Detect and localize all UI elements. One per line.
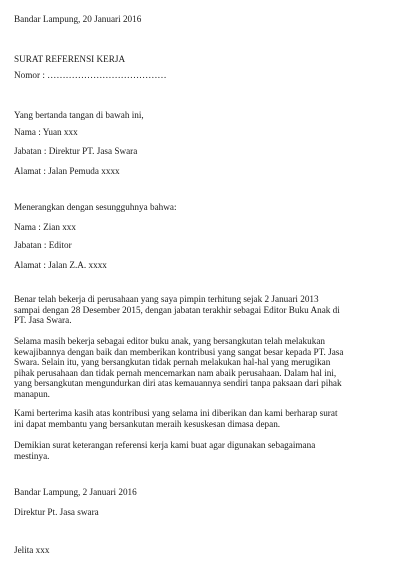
subject-intro: Menerangkan dengan sesungguhnya bahwa:: [14, 202, 177, 212]
body-line: ini dapat membantu yang bersankutan meraih kesuskesan dimasa depan.: [14, 418, 281, 429]
closing-place-date: Bandar Lampung, 2 Januari 2016: [14, 487, 137, 497]
subject-name: Nama : Zian xxx: [14, 222, 76, 232]
body-paragraph-4: [14, 440, 374, 461]
body-line: Selama masih bekerja sebagai editor buku anak, yang bersangkutan telah melakukan: [14, 336, 325, 346]
body-line: sampai dengan 28 Desember 2015, dengan jabatan terakhir sebagai Editor Buku Anak di: [14, 304, 340, 315]
subject-position: Jabatan : Editor: [14, 240, 72, 250]
body-line: PT. Jasa Swara.: [14, 315, 72, 325]
body-line: yang bersangkutan mengundurkan diri atas kemauannya sendiri tanpa paksaan dari pihak: [14, 378, 342, 388]
body-line: Benar telah bekerja di perusahaan yang saya pimpin terhitung sejak 2 Januari 2013: [14, 294, 319, 304]
body-line: kewajibannya dengan baik dan memberikan kontribusi yang sangat besar kepada PT. Jasa: [14, 346, 344, 357]
closing-position: Direktur Pt. Jasa swara: [14, 507, 99, 517]
signer-address: Alamat : Jalan Pemuda xxxx: [14, 166, 120, 176]
letter-place-date: Bandar Lampung, 20 Januari 2016: [14, 14, 142, 24]
body-line: manapun.: [14, 388, 50, 399]
signer-position: Jabatan : Direktur PT. Jasa Swara: [14, 146, 138, 156]
body-line: mestinya.: [14, 450, 50, 461]
closing-signer-name: Jelita xxx: [14, 545, 50, 555]
signer-intro: Yang bertanda tangan di bawah ini,: [14, 110, 144, 120]
body-line: Swara. Selain itu, yang bersangkutan tidak pernah melakukan hal-hal yang merugikan: [14, 357, 331, 367]
body-line: Kami berterima kasih atas kontribusi yang selama ini diberikan dan kami berharap surat: [14, 408, 338, 418]
body-line: pihak perusahaan dan tidak pernah mencemarkan nam abaik perusahaan. Dalam hal ini,: [14, 367, 337, 378]
letter-title: SURAT REFERENSI KERJA: [14, 54, 126, 64]
body-line: Demikian surat keterangan referensi kerja kami buat agar digunakan sebagaimana: [14, 440, 316, 450]
body-paragraph-3: [14, 408, 374, 429]
body-paragraph-1: [14, 294, 374, 326]
letter-number: Nomor : …………………………………: [14, 70, 167, 80]
signer-name: Nama : Yuan xxx: [14, 127, 78, 137]
body-paragraph-2: [14, 336, 374, 399]
subject-address: Alamat : Jalan Z.A. xxxx: [14, 260, 107, 270]
